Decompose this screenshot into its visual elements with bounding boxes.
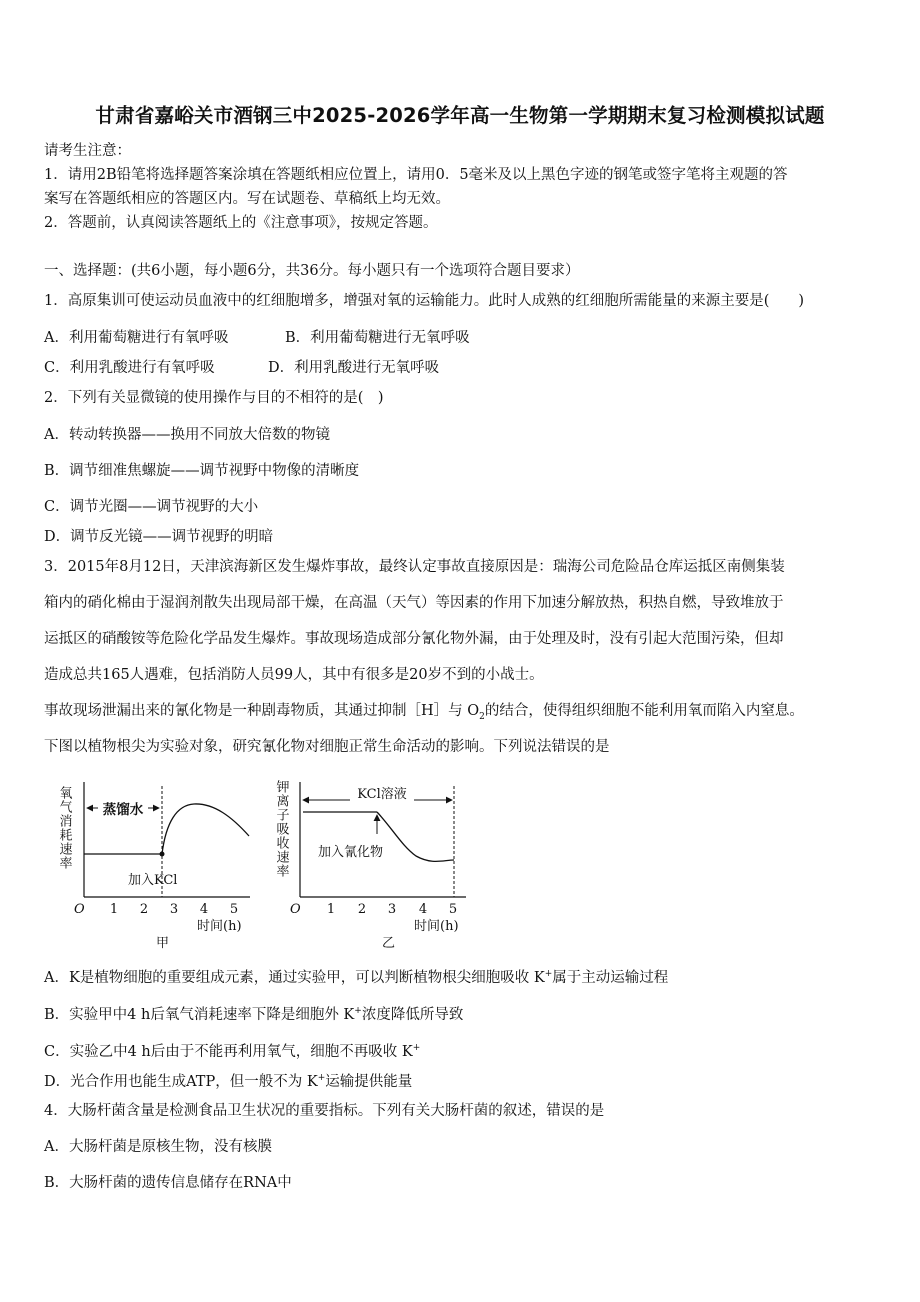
cyanide-text-a: 事故现场泄漏出来的氰化物是一种剧毒物质，其通过抑制［H］与 O (44, 703, 480, 719)
yi-bracket-label: KCl溶液 (357, 787, 407, 802)
section-heading: 一、选择题：(共6小题，每小题6分，共36分。每小题只有一个选项符合题目要求） (44, 263, 580, 279)
question-2-option-c: C．调节光圈——调节视野的大小 (44, 499, 259, 515)
option-d-text-a: D．光合作用也能生成ATP，但一般不为 K (44, 1074, 318, 1090)
question-3-option-c (44, 1040, 420, 1061)
question-4-option-b: B．大肠杆菌的遗传信息储存在RNA中 (44, 1175, 292, 1191)
notice-item-1-line-1: 1．请用2B铅笔将选择题答案涂填在答题纸相应位置上，请用0．5毫米及以上黑色字迹的钢笔或签字笔将主观题的答 (44, 167, 788, 183)
jia-tick-4: 4 (199, 902, 209, 917)
jia-tick-1: 1 (109, 902, 119, 917)
exam-title: 甘肃省嘉峪关市酒钢三中2025-2026学年高一生物第一学期期末复习检测模拟试题 (95, 104, 825, 127)
question-1-option-c: C．利用乳酸进行有氧呼吸 (44, 360, 215, 376)
yi-caption: 乙 (382, 936, 396, 951)
question-4-stem: 4．大肠杆菌含量是检测食品卫生状况的重要指标。下列有关大肠杆菌的叙述，错误的是 (44, 1103, 605, 1119)
option-b-text-a: B．实验甲中4 h后氧气消耗速率下降是细胞外 K (44, 1007, 355, 1023)
question-3-option-b (44, 1003, 463, 1024)
question-3-paragraph-line-2: 箱内的硝化棉由于湿润剂散失出现局部干燥，在高温（天气）等因素的作用下加速分解放热，积热自燃，导致堆放于 (44, 595, 784, 611)
option-d-text-b: 运输提供能量 (325, 1074, 413, 1090)
question-2-option-b: B．调节细准焦螺旋——调节视野中物像的清晰度 (44, 463, 360, 479)
jia-x-axis-label: 时间(h) (197, 919, 242, 934)
yi-tick-1: 1 (326, 902, 336, 917)
question-3-paragraph-line-4: 造成总共165人遇难，包括消防人员99人，其中有很多是20岁不到的小战士。 (44, 667, 544, 683)
yi-tick-5: 5 (448, 902, 458, 917)
question-3-option-a (44, 966, 668, 987)
question-1-option-b: B．利用葡萄糖进行无氧呼吸 (285, 330, 470, 346)
option-a-text-b: 属于主动运输过程 (552, 970, 669, 986)
jia-tick-2: 2 (139, 902, 149, 917)
question-1-stem: 1．高原集训可使运动员血液中的红细胞增多，增强对氧的运输能力。此时人成熟的红细胞所需能量的来源主要是( ) (44, 293, 805, 309)
jia-rising-curve (162, 804, 249, 854)
superscript-plus: + (544, 969, 553, 980)
yi-tick-labels (327, 902, 457, 917)
yi-tick-4: 4 (418, 902, 428, 917)
question-1-option-d: D．利用乳酸进行无氧呼吸 (268, 360, 440, 376)
jia-bracket-label: 蒸馏水 (102, 802, 144, 818)
question-3-option-d (44, 1070, 412, 1091)
question-3-figure-intro: 下图以植物根尖为实验对象，研究氰化物对细胞正常生命活动的影响。下列说法错误的是 (44, 739, 610, 755)
question-1-option-a: A．利用葡萄糖进行有氧呼吸 (44, 330, 229, 346)
chart-jia (57, 782, 251, 951)
notice-heading: 请考生注意： (44, 143, 131, 159)
yi-tick-2: 2 (357, 902, 367, 917)
notice-item-2: 2．答题前，认真阅读答题纸上的《注意事项》，按规定答题。 (44, 215, 438, 231)
jia-caption: 甲 (156, 936, 170, 951)
jia-y-axis-label: 氧气消耗速率 (56, 786, 72, 870)
yi-origin: O (290, 902, 301, 917)
yi-falling-curve (377, 812, 454, 861)
yi-y-axis-label: 钾离子吸收速率 (273, 780, 289, 878)
chart-yi (274, 780, 467, 951)
option-c-text-a: C．实验乙中4 h后由于不能再利用氧气，细胞不再吸收 K (44, 1044, 413, 1060)
figure-jia-yi (52, 772, 482, 958)
notice-item-1-line-2: 案写在答题纸相应的答题区内。写在试题卷、草稿纸上均无效。 (44, 191, 450, 207)
jia-tick-3: 3 (169, 902, 179, 917)
question-3-paragraph-line-3: 运抵区的硝酸铵等危险化学品发生爆炸。事故现场造成部分氰化物外漏，由于处理及时，没有引起大范围污染，但却 (44, 631, 784, 647)
jia-origin: O (74, 902, 85, 917)
question-4-option-a: A．大肠杆菌是原核生物，没有核膜 (44, 1139, 272, 1155)
yi-tick-3: 3 (387, 902, 397, 917)
option-b-text-b: 浓度降低所导致 (361, 1007, 464, 1023)
question-2-option-a: A．转动转换器——换用不同放大倍数的物镜 (44, 427, 330, 443)
question-3-cyanide-paragraph (44, 699, 804, 722)
yi-x-axis-label: 时间(h) (414, 919, 459, 934)
question-2-option-d: D．调节反光镜——调节视野的明暗 (44, 529, 274, 545)
question-3-paragraph-line-1: 3．2015年8月12日，天津滨海新区发生爆炸事故，最终认定事故直接原因是：瑞海公司危险品仓库运抵区南侧集装 (44, 559, 785, 575)
subscript-2: 2 (479, 711, 485, 722)
jia-kcl-point (160, 852, 165, 857)
jia-annotation: 加入KCl (128, 873, 178, 888)
jia-tick-5: 5 (229, 902, 239, 917)
yi-annotation: 加入氰化物 (318, 845, 384, 860)
option-a-text-a: A．K是植物细胞的重要组成元素，通过实验甲，可以判断植物根尖细胞吸收 K (44, 970, 545, 986)
superscript-plus: + (354, 1006, 362, 1017)
superscript-plus: + (412, 1043, 421, 1054)
cyanide-text-b: 的结合，使得组织细胞不能利用氧而陷入内窒息。 (484, 703, 804, 719)
jia-tick-labels (110, 902, 238, 917)
superscript-plus: + (317, 1073, 326, 1084)
question-2-stem: 2．下列有关显微镜的使用操作与目的不相符的是( ) (44, 390, 384, 406)
